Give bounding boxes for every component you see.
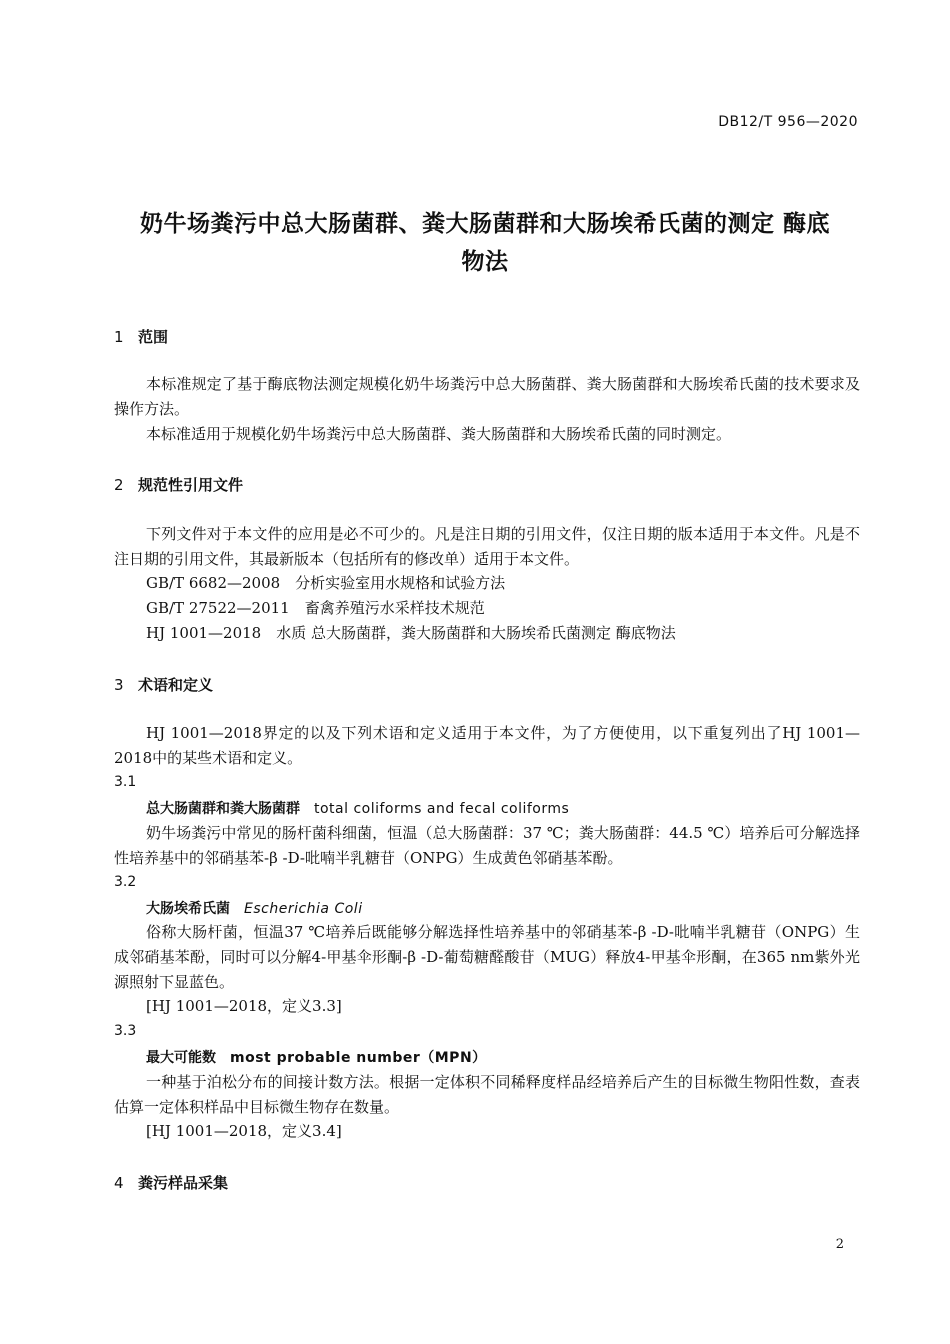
clause-number: 3.3: [114, 1023, 137, 1039]
term-source: [HJ 1001—2018，定义3.4]: [146, 1122, 342, 1140]
term-entry: [146, 898, 363, 918]
term-definition: 一种基于泊松分布的间接计数方法。根据一定体积不同稀释度样品经培养后产生的目标微生物阳性数，查表估算一定体积样品中目标微生物存在数量。: [114, 1073, 860, 1116]
section-3-heading: [114, 674, 213, 695]
term-entry: [146, 798, 569, 818]
term-entry: [146, 1047, 487, 1067]
section-number: 2: [114, 476, 124, 494]
section-3-intro: HJ 1001—2018界定的以及下列术语和定义适用于本文件，为了方便使用，以下重复列出了HJ 1001—2018中的某些术语和定义。: [114, 724, 860, 767]
document-title: [100, 205, 870, 281]
page-number: 2: [835, 1237, 844, 1252]
clause-number: 3.2: [114, 874, 137, 890]
section-number: 3: [114, 676, 124, 694]
section-title: 规范性引用文件: [138, 476, 244, 494]
term-definition: 奶牛场粪污中常见的肠杆菌科细菌，恒温（总大肠菌群：37 ℃；粪大肠菌群：44.5 ℃）培养后可分解选择性培养基中的邻硝基苯-β -D-吡喃半乳糖苷（ONPG）生成黄色邻硝基苯酚。: [114, 824, 860, 867]
term-chinese: 大肠埃希氏菌: [146, 901, 230, 917]
term-english: total coliforms and fecal coliforms: [314, 801, 570, 817]
normative-reference: HJ 1001—2018 水质 总大肠菌群，粪大肠菌群和大肠埃希氏菌测定 酶底物法: [146, 624, 676, 642]
section-number: 1: [114, 328, 124, 346]
section-1-paragraph-2: 本标准适用于规模化奶牛场粪污中总大肠菌群、粪大肠菌群和大肠埃希氏菌的同时测定。: [146, 425, 732, 443]
section-title: 术语和定义: [138, 676, 214, 694]
clause-number: 3.1: [114, 774, 137, 790]
normative-reference: GB/T 27522—2011 畜禽养殖污水采样技术规范: [146, 599, 485, 617]
section-1-heading: [114, 326, 168, 347]
section-4-heading: [114, 1172, 228, 1193]
section-2-intro: 下列文件对于本文件的应用是必不可少的。凡是注日期的引用文件，仅注日期的版本适用于本文件。凡是不注日期的引用文件，其最新版本（包括所有的修改单）适用于本文件。: [114, 525, 860, 568]
section-title: 范围: [138, 328, 169, 346]
section-2-heading: [114, 474, 243, 495]
title-line-1: 奶牛场粪污中总大肠菌群、粪大肠菌群和大肠埃希氏菌的测定 酶底: [139, 211, 830, 237]
term-definition: 俗称大肠杆菌，恒温37 ℃培养后既能够分解选择性培养基中的邻硝基苯-β -D-吡喃半乳糖苷（ONPG）生成邻硝基苯酚，同时可以分解4-甲基伞形酮-β -D-葡萄糖醛酸苷（MUG）释放4-甲基伞形酮，在365 nm紫外光源照射下显蓝色。: [114, 923, 860, 991]
section-title: 粪污样品采集: [138, 1174, 229, 1192]
term-english: most probable number（MPN）: [230, 1050, 487, 1066]
normative-reference: GB/T 6682—2008 分析实验室用水规格和试验方法: [146, 574, 506, 592]
title-line-2: 物法: [461, 249, 509, 275]
section-1-paragraph-1: 本标准规定了基于酶底物法测定规模化奶牛场粪污中总大肠菌群、粪大肠菌群和大肠埃希氏菌的技术要求及操作方法。: [114, 375, 860, 418]
term-chinese: 最大可能数: [146, 1050, 216, 1066]
term-chinese: 总大肠菌群和粪大肠菌群: [146, 801, 300, 817]
section-number: 4: [114, 1174, 124, 1192]
term-source: [HJ 1001—2018，定义3.3]: [146, 997, 342, 1015]
term-english: Escherichia Coli: [244, 901, 363, 917]
document-code: DB12/T 956—2020: [718, 114, 858, 130]
